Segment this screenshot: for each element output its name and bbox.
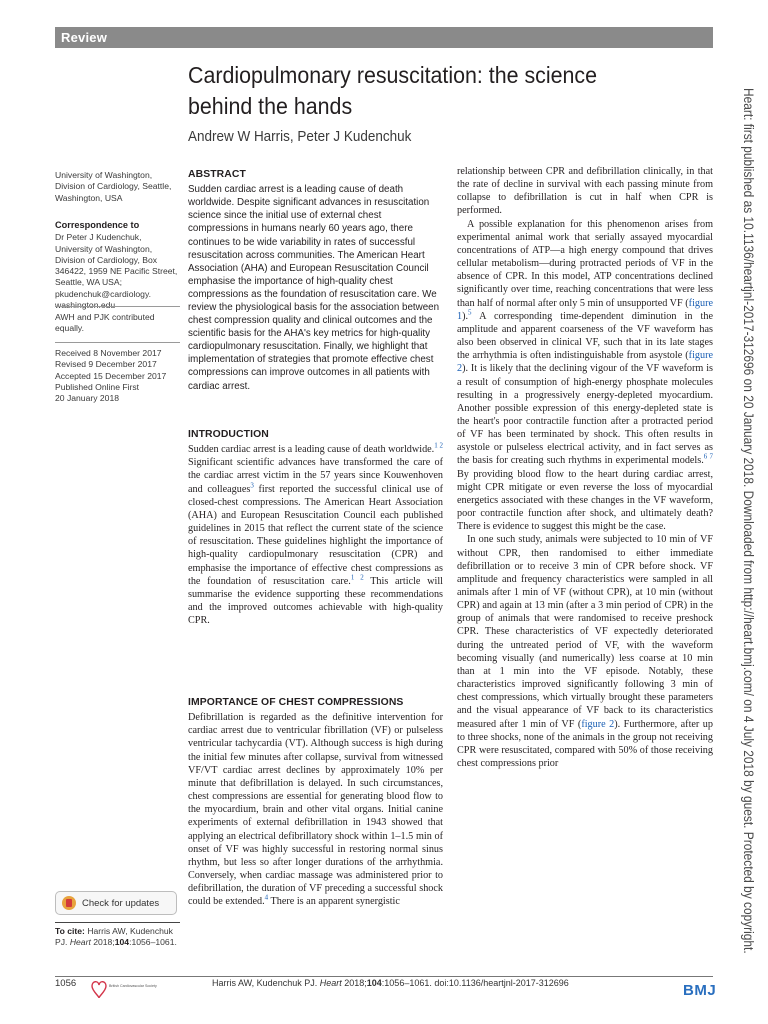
cite-year: 2018; bbox=[93, 937, 115, 948]
heart-bmj-link[interactable]: http://heart.bmj.com/ bbox=[741, 587, 756, 696]
check-for-updates-button[interactable] bbox=[55, 891, 177, 915]
check-for-updates-label: Check for updates bbox=[82, 897, 160, 909]
bcs-logo-text: British Cardiovascular Society bbox=[109, 984, 157, 988]
cite-journal: Heart bbox=[69, 937, 91, 948]
introduction-section bbox=[188, 428, 443, 627]
correspondence bbox=[55, 220, 180, 311]
chest-compressions-section bbox=[188, 696, 443, 909]
date-revised: Revised 9 December 2017 bbox=[55, 359, 157, 370]
contribution-note: AWH and PJK contributed equally. bbox=[55, 312, 155, 334]
section-label: Review bbox=[61, 30, 108, 45]
article-dates bbox=[55, 348, 180, 404]
reference-link[interactable]: 3 bbox=[250, 481, 254, 490]
affiliation: University of Washington, Division of Cardiology, Seattle, Washington, USA bbox=[55, 170, 172, 203]
cite-volume: 104 bbox=[114, 937, 130, 948]
reference-link[interactable]: 1 2 bbox=[434, 441, 443, 450]
article-authors: Andrew W Harris, Peter J Kudenchuk bbox=[188, 129, 412, 145]
cite-pages: :1056–1061. bbox=[129, 937, 177, 948]
abstract-section bbox=[188, 168, 443, 393]
article-title: Cardiopulmonary resuscitation: the science behind the hands bbox=[188, 62, 597, 119]
cite-box bbox=[55, 922, 180, 948]
reference-link[interactable]: 5 bbox=[468, 308, 472, 317]
reference-link[interactable]: 6 7 bbox=[703, 453, 713, 462]
bmj-logo: BMJ bbox=[683, 982, 717, 999]
correspondence-heading: Correspondence to bbox=[55, 220, 140, 230]
section-header-bar bbox=[55, 27, 713, 48]
sidebar-divider bbox=[55, 306, 180, 307]
sidebar-divider bbox=[55, 342, 180, 343]
bcs-logo-icon bbox=[87, 977, 157, 1003]
footer-citation: Harris AW, Kudenchuk PJ. Heart 2018;104:1056–1061. doi:10.1136/heartjnl-2017-312696 bbox=[212, 978, 569, 988]
date-received: Received 8 November 2017 bbox=[55, 348, 162, 358]
chest-compressions-paragraph: Defibrillation is regarded as the definitive intervention for cardiac arrest due to ventricular fibrillation (VF) or pulseless ventricular tachycardia (VT). Although success is high during the initial few minutes after collapse, survival from witnessed VF/VT cardiac arrest declines by approximately 10% per minute that defibrillation is delayed. In such circumstances, chest compressions are essential for generating blood flow to the myocardium, brain and other vital organs. Initial canine experiments of external defibrillation in 1943 showed that applying an electrical defibrillatory shock within 1–1.5 min of onset of VF was highly successful in restoring normal sinus rhythm, but less so after longer durations of the arrhythmia. Conversely, when cardiac massage was administered prior to defibrillation, the duration of VF preceding a successful shock could be extended.$^4$ There is an apparent synergistic bbox=[188, 712, 443, 908]
abstract-heading: ABSTRACT bbox=[188, 169, 246, 180]
paragraph: A possible explanation for this phenomenon arises from experimental animal work that serially assayed myocardial concentrations of ATP—a high energy compound that drives cellular metabolism—during protracted periods of VF in the absence of CPR. In this model, ATP concentrations declined significantly over time, reaching concentrations that were less than half of normal after only 5 min of unsupported VF (figure 1).$^5$ A corresponding time-dependent diminution in the amplitude and apparent coarseness of the VF waveform has also been observed in clinical VF, such that in its late stages the arrhythmia is often indistinguishable from asystole (figure 2). It is likely that the declining vigour of the VF waveform is a result of consumption of high-energy phosphate molecules resulting in a progressively energy-depleted myocardium. Another possible expression of this energy-depleted state is the heart's poor contractile function after a protracted period of VF has been terminated by shock. This often results in asystole or pulseless electrical activity, and in fact serves as the basis for creating such rhythms in experimental models.$^{6 7}$ By providing blood flow to the heart during cardiac arrest, might CPR mitigate or even reverse the loss of myocardial energetics associated with these changes in the VF waveform, poor contractile function after shock, and ultimately death? There is evidence to suggest this might be the case. bbox=[457, 218, 713, 533]
date-published: 20 January 2018 bbox=[55, 393, 120, 404]
figure-1-link[interactable]: figure 1 bbox=[457, 297, 713, 322]
download-margin-note: Heart: first published as 10.1136/heartjnl-2017-312696 on 20 January 2018. Downloaded from http://heart.bmj.com/ on 4 July 2018 by guest. Protected by copyright. bbox=[741, 88, 756, 954]
correspondence-text: Dr Peter J Kudenchuk, University of Washington, Division of Cardiology, Box 346422, 1959 NE Pacific Street, Seattle, WA USA; pkudenchuk@cardiology. bbox=[55, 232, 178, 299]
reference-link[interactable]: 1 2 bbox=[350, 573, 364, 582]
paragraph: relationship between CPR and defibrillation clinically, in that the rate of decline in survival with each passing minute from collapse to defibrillation is cut in half when CPR is performed. bbox=[457, 166, 713, 217]
reference-link[interactable]: 4 bbox=[264, 893, 269, 902]
introduction-heading: INTRODUCTION bbox=[188, 429, 269, 440]
cite-authors: Harris AW, Kudenchuk PJ. bbox=[55, 926, 173, 948]
date-accepted: Accepted 15 December 2017 bbox=[55, 370, 167, 381]
chest-compressions-heading: IMPORTANCE OF CHEST COMPRESSIONS bbox=[188, 697, 404, 708]
crossmark-icon bbox=[62, 896, 76, 910]
footer-divider bbox=[55, 976, 713, 977]
right-column bbox=[457, 165, 713, 770]
page-number: 1056 bbox=[55, 978, 77, 989]
abstract-text: Sudden cardiac arrest is a leading cause of death worldwide. Despite significant advances in resuscitation science since the initial use of external chest compressions in humans nearly 60 years ago, there continues to be wide variability in rates of successful resuscitation across communities. The American Heart Association (AHA) and European Resuscitation Council emphasise the importance of high-quality chest compressions as the foundation of resuscitation care. We review the physiological basis for the association between chest compression quality and clinical outcomes and the scientific basis for the AHA's key metrics for high-quality cardiopulmonary resuscitation. Finally, we highlight that implementation of strategies that promote effective chest compressions can improve outcomes in all patients with cardiac arrest. bbox=[188, 184, 440, 392]
date-published-label: Published Online First bbox=[55, 381, 140, 392]
figure-2-link[interactable]: figure 2 bbox=[581, 718, 615, 730]
figure-2-link[interactable]: figure 2 bbox=[457, 350, 713, 375]
introduction-paragraph: Sudden cardiac arrest is a leading cause of death worldwide.$^{1 2}$ Significant scientific advances have transformed the care of the cardiac arrest victim in the 57 years since Kouwenhoven and colleagues$^3$ first reported the successful clinical use of closed-chest compressions. The American Heart Association (AHA) and European Resuscitation Council each published guidelines in 2015 that reflect the current state of the science of resuscitation. These guidelines highlight the importance of high-quality cardiopulmonary resuscitation (CPR) and emphasise the importance of effective chest compressions as the foundation of resuscitation care.$^{1 2}$ This article will summarise the evidence supporting these recommendations and the improved outcomes achievable with high-quality CPR. bbox=[188, 441, 443, 627]
paragraph: In one such study, animals were subjected to 10 min of VF without CPR, then randomised to either immediate defibrillation or to receive 3 min of CPR before shock. VF amplitude and frequency characteristics were sampled in all animals after 1 min of VF (without CPR), at 10 min (without CPR) and again at 13 min (after a 3 min period of CPR) in the group of animals that were randomised to receive preshock CPR. These characteristics of VF expectedly deteriorated during the untreated period of VF, with the waveform becoming visually (and numerically) less coarse at 10 min than at 1 min into the VF episode. Notably, these characteristics improved significantly following 3 min of chest compressions, which virtually brought these parameters and the visual appearance of VF back to its characteristics measured after 1 min of VF (figure 2). Furthermore, after up to three shocks, none of the animals in the group not receiving CPR were resuscitated, compared with 50% of those receiving chest compressions prior bbox=[457, 534, 713, 770]
cite-label: To cite: bbox=[55, 926, 85, 936]
